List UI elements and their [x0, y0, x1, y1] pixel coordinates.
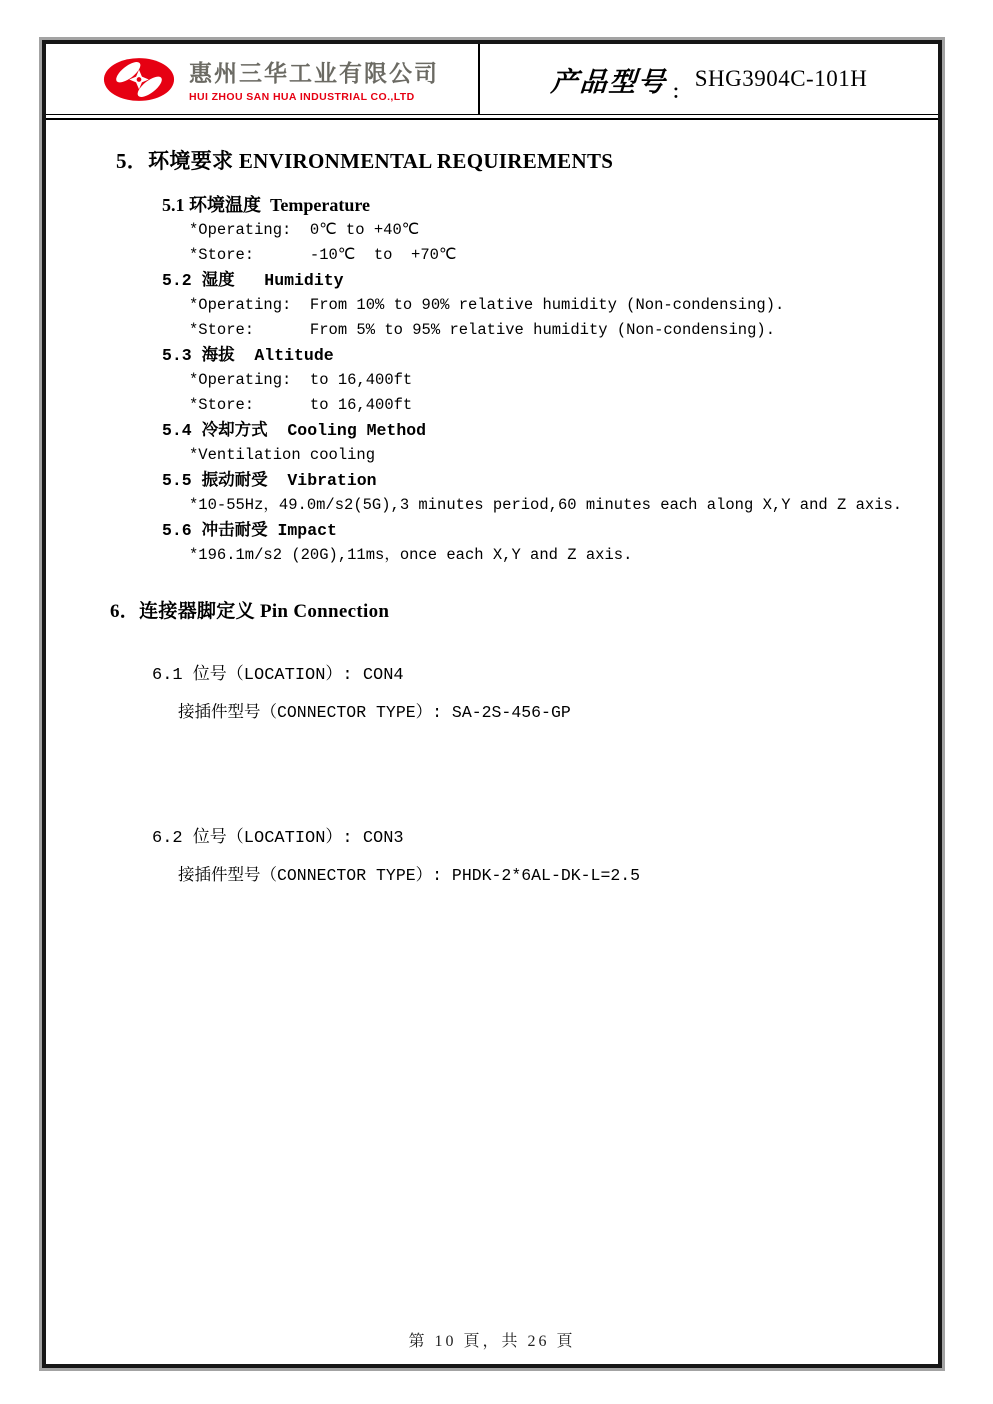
product-model-value: SHG3904C-101H: [694, 66, 868, 91]
env-item-line: *Store: to 16,400ft: [189, 396, 413, 414]
env-item-heading: 5.1 环境温度 Temperature: [162, 195, 370, 215]
env-item-heading: 5.3 海拔 Altitude: [162, 346, 334, 365]
page-number-footer: 第 10 頁，共 26 頁: [408, 1333, 576, 1350]
company-name-chinese: 惠州三华工业有限公司: [189, 60, 439, 86]
env-item-heading: 5.6 冲击耐受 Impact: [162, 521, 337, 540]
env-item-line: *Ventilation cooling: [189, 446, 376, 464]
env-item-line: *Operating: 0℃ to +40℃: [189, 221, 420, 239]
env-item: [162, 418, 938, 468]
product-model-label: 产品型号: [549, 66, 668, 97]
location-line: 6.1 位号（LOCATION）: CON4: [152, 666, 404, 685]
env-item-line: *Store: -10℃ to +70℃: [189, 246, 457, 264]
env-item-line: *Operating: From 10% to 90% relative humidity (Non-condensing).: [189, 296, 785, 314]
section-5-title: 5．环境要求 ENVIRONMENTAL REQUIREMENTS: [116, 149, 614, 173]
env-item-heading: 5.2 湿度 Humidity: [162, 271, 344, 290]
pin-connection-subsections: [116, 659, 938, 885]
location-line: 6.2 位号（LOCATION）: CON3: [152, 829, 404, 848]
connector-type-line: 接插件型号（CONNECTOR TYPE）: SA-2S-456-GP: [178, 703, 571, 722]
env-item: [162, 268, 938, 343]
env-item-line: *196.1m/s2 (20G),11ms，once each X,Y and Z axis.: [189, 546, 633, 564]
env-item: [162, 518, 938, 568]
company-name-block: [189, 55, 439, 103]
env-item-heading: 5.5 振动耐受 Vibration: [162, 471, 377, 490]
env-item: [162, 468, 938, 518]
document-page: [42, 40, 942, 1368]
company-name-english: HUI ZHOU SAN HUA INDUSTRIAL CO.,LTD: [189, 91, 415, 103]
section-6-title: 6．连接器脚定义 Pin Connection: [110, 601, 390, 622]
product-model-separator: ：: [671, 82, 690, 102]
env-item-line: *Operating: to 16,400ft: [189, 371, 413, 389]
env-item-line: *10-55Hz，49.0m/s2(5G),3 minutes period,60 minutes each along X,Y and Z axis.: [189, 496, 903, 514]
company-logo-cell: [46, 44, 480, 114]
document-header: [46, 44, 938, 115]
pin-subsection: [116, 822, 938, 885]
env-item: [162, 193, 938, 268]
connector-type-line: 接插件型号（CONNECTOR TYPE）: PHDK-2*6AL-DK-L=2.5: [178, 866, 641, 885]
document-body: [46, 145, 938, 885]
env-item: [162, 343, 938, 418]
env-item-heading: 5.4 冷却方式 Cooling Method: [162, 421, 427, 440]
header-divider: [46, 115, 938, 120]
env-item-line: *Store: From 5% to 95% relative humidity (Non-condensing).: [189, 321, 775, 339]
pin-subsection: [116, 659, 938, 722]
product-model-cell: [480, 44, 938, 114]
environmental-requirements-list: [162, 193, 938, 568]
company-logo-icon: [102, 56, 176, 103]
